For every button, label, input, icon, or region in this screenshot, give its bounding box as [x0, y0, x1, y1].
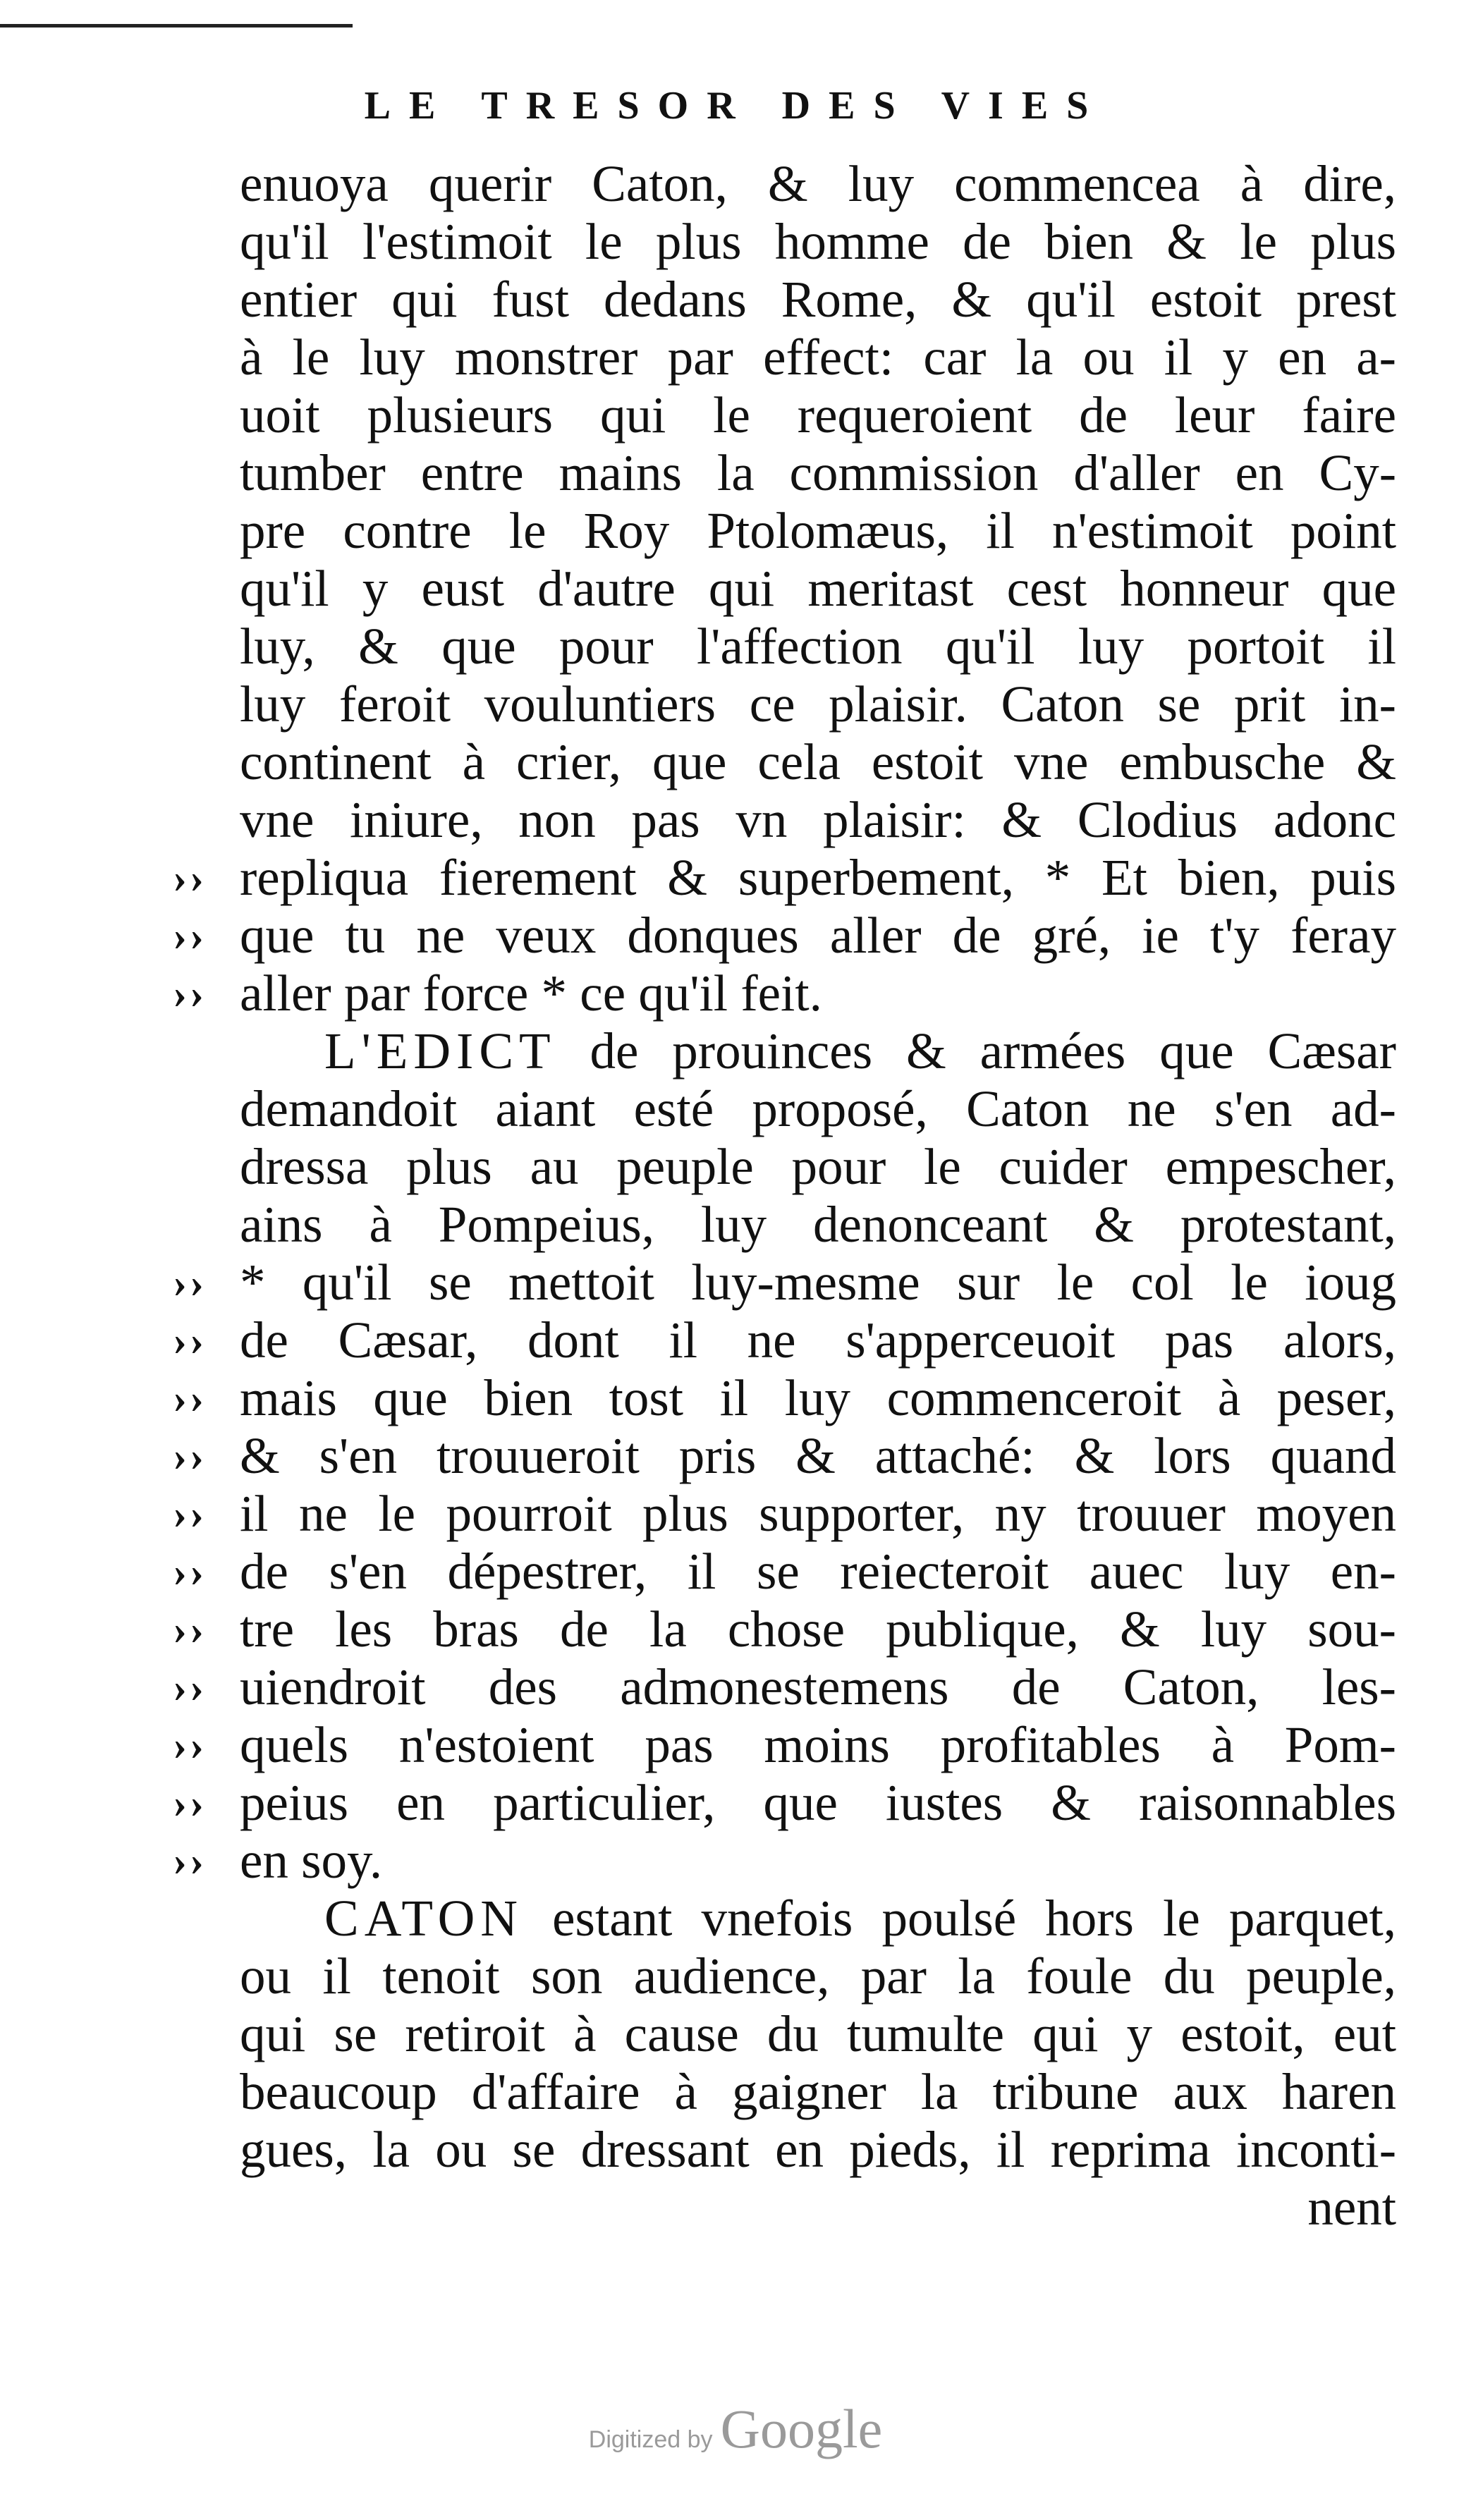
- quote-marker: ››: [173, 1491, 207, 1537]
- text-line: [173, 1254, 1396, 1311]
- text-line: [240, 2005, 1396, 2063]
- line-text: aller par force * ce qu'il feit.: [240, 965, 822, 1022]
- line-text: dressa plus au peuple pour le cuider empescher,: [240, 1138, 1396, 1195]
- text-line: [173, 907, 1396, 965]
- line-text: entier qui fust dedans Rome, & qu'il estoit prest: [240, 271, 1396, 328]
- text-line: [240, 1196, 1396, 1254]
- line-text: tre les bras de la chose publique, & luy sou-: [240, 1601, 1396, 1658]
- text-line: [173, 1658, 1396, 1716]
- text-line: [240, 618, 1396, 675]
- line-text: mais que bien tost il luy commenceroit à peser,: [240, 1369, 1396, 1426]
- quote-marker: ››: [173, 1722, 207, 1768]
- line-text: tumber entre mains la commission d'aller en Cy-: [240, 444, 1396, 501]
- text-line: [240, 791, 1396, 849]
- line-text: qu'il l'estimoit le plus homme de bien & le plus: [240, 213, 1396, 270]
- line-text: beaucoup d'affaire à gaigner la tribune aux haren: [240, 2063, 1396, 2120]
- text-line: [173, 1311, 1396, 1369]
- line-text: & s'en trouueroit pris & attaché: & lors quand: [240, 1427, 1396, 1484]
- line-text: de Cæsar, dont il ne s'apperceuoit pas alors,: [240, 1311, 1396, 1369]
- quote-marker: ››: [173, 1548, 207, 1595]
- quote-marker: ››: [173, 855, 207, 901]
- text-line: [240, 213, 1396, 271]
- text-line: [240, 2121, 1396, 2179]
- google-logo-text: Google: [720, 2398, 883, 2459]
- text-line: [240, 733, 1396, 791]
- line-text: il ne le pourroit plus supporter, ny trouuer moyen: [240, 1485, 1396, 1542]
- line-text: ou il tenoit son audience, par la foule du peuple,: [240, 1947, 1396, 2005]
- text-line: [240, 155, 1396, 213]
- catchword-line: [240, 2179, 1396, 2237]
- text-line: [240, 2063, 1396, 2121]
- text-line: [240, 329, 1396, 386]
- line-text: demandoit aiant esté proposé, Caton ne s'en ad-: [240, 1080, 1396, 1137]
- text-line: [173, 1369, 1396, 1427]
- line-text: gues, la ou se dressant en pieds, il reprima inconti-: [240, 2121, 1396, 2178]
- line-text: peius en particulier, que iustes & raisonnables: [240, 1774, 1396, 1831]
- paragraph-3-first-line: [240, 1890, 1396, 1947]
- paragraph-2-dropword: L'EDICT: [324, 1022, 556, 1079]
- paragraph-3-first-text: estant vnefois poulsé hors le parquet,: [552, 1890, 1396, 1947]
- line-text: * qu'il se mettoit luy-mesme sur le col le ioug: [240, 1254, 1396, 1311]
- quote-marker: ››: [173, 1780, 207, 1826]
- paragraph-2-first-text: de prouinces & armées que Cæsar: [590, 1022, 1396, 1079]
- line-text: repliqua fierement & superbement, * Et bien, puis: [240, 849, 1396, 906]
- quote-marker: ››: [173, 1664, 207, 1711]
- paragraph-2-first-line: [240, 1022, 1396, 1080]
- text-line: [173, 965, 1396, 1022]
- text-line: [240, 560, 1396, 618]
- line-text: qu'il y eust d'autre qui meritast cest honneur que: [240, 560, 1396, 617]
- line-text: continent à crier, que cela estoit vne embusche &: [240, 733, 1396, 790]
- line-text: pre contre le Roy Ptolomæus, il n'estimoit point: [240, 502, 1396, 559]
- line-text: en soy.: [240, 1832, 383, 1889]
- text-line: [173, 1427, 1396, 1485]
- text-line: [240, 502, 1396, 560]
- paragraph-1: [173, 155, 1396, 1022]
- catchword: nent: [1307, 2179, 1396, 2236]
- line-text: luy feroit vouluntiers ce plaisir. Caton se prit in-: [240, 675, 1396, 733]
- quote-marker: ››: [173, 970, 207, 1017]
- line-text: quels n'estoient pas moins profitables à Pom-: [240, 1716, 1396, 1773]
- line-text: uiendroit des admonestemens de Caton, les-: [240, 1658, 1396, 1715]
- line-text: à le luy monstrer par effect: car la ou il y en a-: [240, 329, 1396, 386]
- text-line: [173, 1716, 1396, 1774]
- text-line: [173, 1601, 1396, 1658]
- paragraph-3-dropword: CATON: [324, 1890, 524, 1947]
- text-line: [240, 1080, 1396, 1138]
- text-line: [240, 386, 1396, 444]
- text-line: [173, 1774, 1396, 1832]
- line-text: de s'en dépestrer, il se reiecteroit auec luy en-: [240, 1543, 1396, 1600]
- top-rule: [0, 24, 353, 27]
- line-text: vne iniure, non pas vn plaisir: & Clodius adonc: [240, 791, 1396, 848]
- text-line: [240, 271, 1396, 329]
- text-line: [240, 1947, 1396, 2005]
- quote-marker: ››: [173, 1375, 207, 1421]
- quote-marker: ››: [173, 1837, 207, 1884]
- text-line: [173, 1832, 1396, 1890]
- digitized-watermark: [0, 2397, 1471, 2461]
- line-text: uoit plusieurs qui le requeroient de leur faire: [240, 386, 1396, 444]
- text-line: [173, 1485, 1396, 1543]
- digitized-by-text: Digitized by: [588, 2426, 713, 2453]
- line-text: enuoya querir Caton, & luy commencea à dire,: [240, 155, 1396, 212]
- paragraph-3: [240, 1947, 1396, 2179]
- running-head: LE TRESOR DES VIES: [364, 84, 1107, 128]
- line-text: ains à Pompeius, luy denonceant & protestant,: [240, 1196, 1396, 1253]
- line-text: qui se retiroit à cause du tumulte qui y estoit, eut: [240, 2005, 1396, 2062]
- line-text: que tu ne veux donques aller de gré, ie t'y feray: [240, 907, 1396, 964]
- paragraph-2: [173, 1080, 1396, 1890]
- quote-marker: ››: [173, 912, 207, 959]
- text-line: [240, 675, 1396, 733]
- text-line: [240, 1138, 1396, 1196]
- text-line: [173, 1543, 1396, 1601]
- quote-marker: ››: [173, 1433, 207, 1479]
- quote-marker: ››: [173, 1317, 207, 1364]
- text-block: [173, 155, 1396, 2237]
- line-text: luy, & que pour l'affection qu'il luy portoit il: [240, 618, 1396, 675]
- quote-marker: ››: [173, 1606, 207, 1653]
- text-line: [240, 444, 1396, 502]
- text-line: [173, 849, 1396, 907]
- quote-marker: ››: [173, 1259, 207, 1306]
